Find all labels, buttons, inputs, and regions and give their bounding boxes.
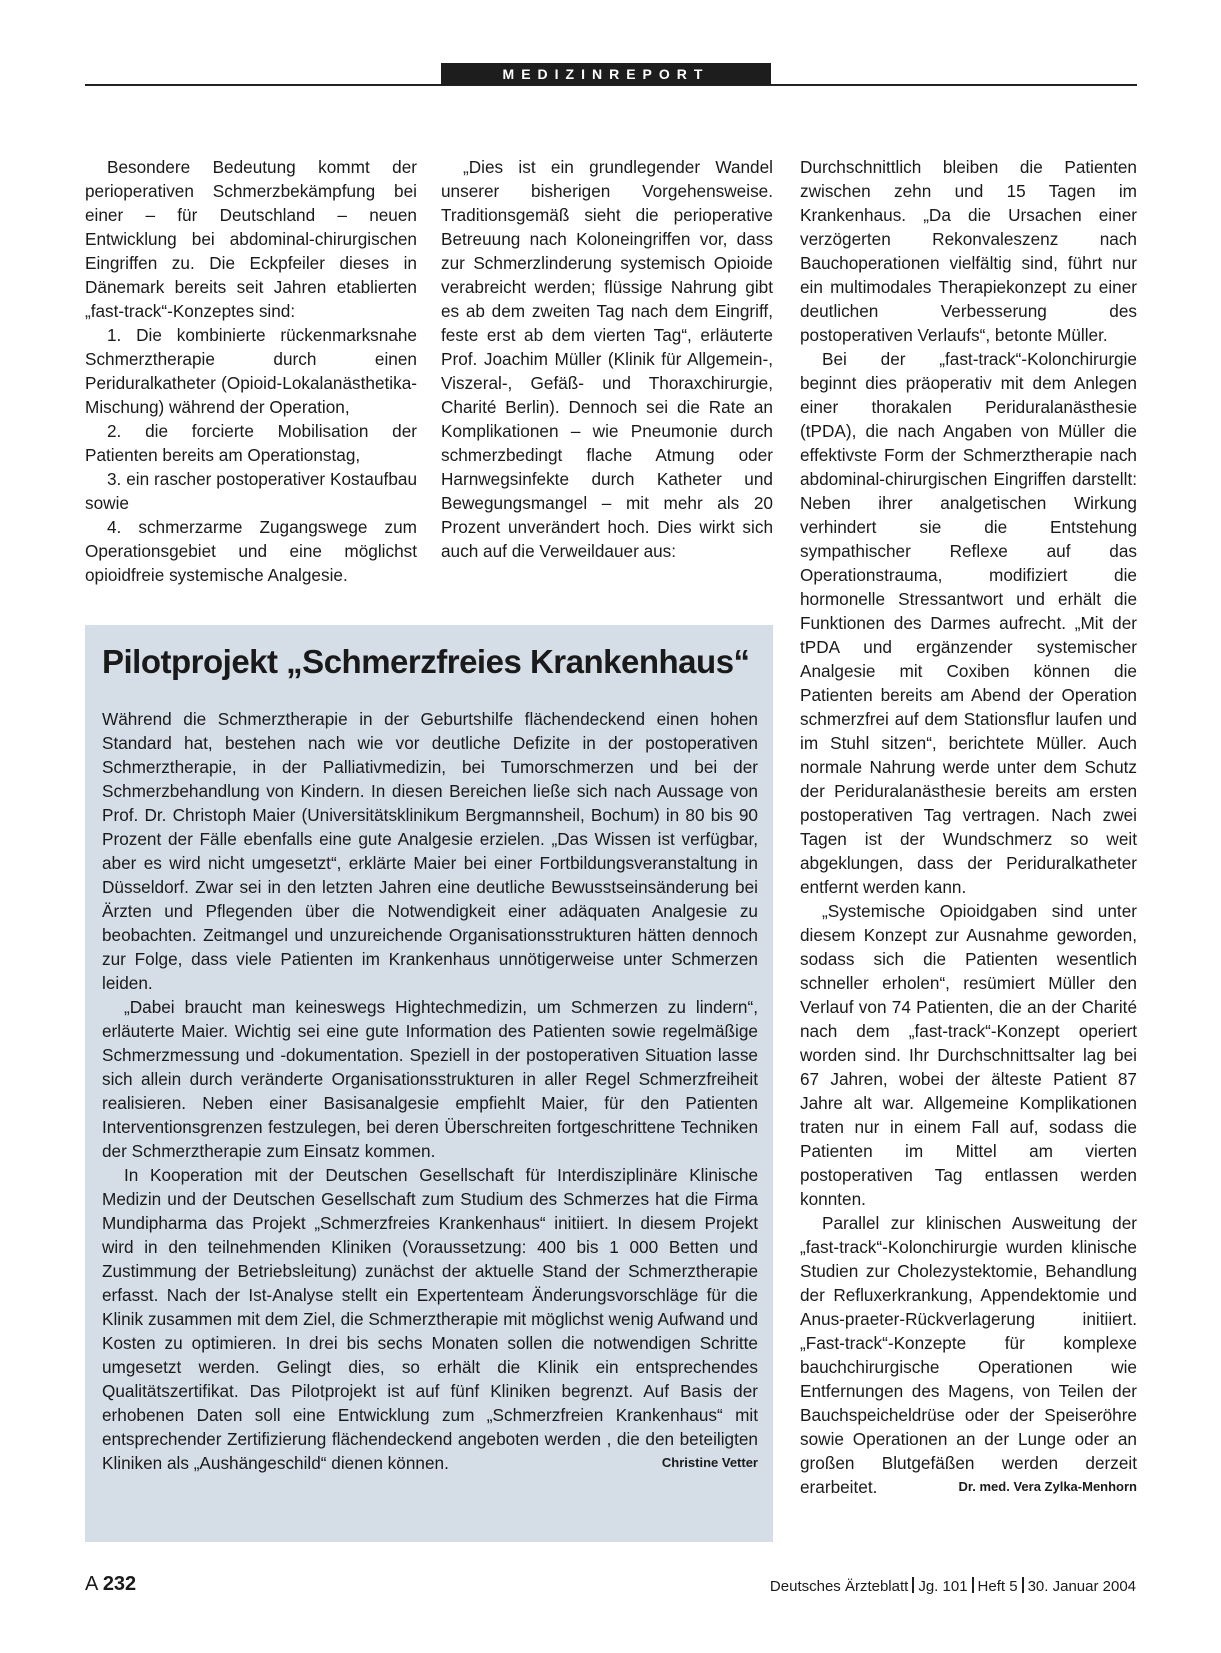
page-number: [85, 1573, 136, 1596]
paragraph: Während die Schmerztherapie in der Geburtshilfe flächendeckend einen hohen Standard hat, bestehen nach wie vor deutliche Defizite in der postoperativen Schmerztherapie, in der Palliativmedizin, bei Tumorschmerzen und bei der Schmerzbehandlung von Kindern. In diesen Bereichen ließe sich nach Aussage von Prof. Dr. Christoph Maier (Universitätsklinikum Bergmannsheil, Bochum) in 80 bis 90 Prozent der Fälle ebenfalls eine gute Analgesie erzielen. „Das Wissen ist verfügbar, aber es wird nicht umgesetzt“, erklärte Maier bei einer Fortbildungsveranstaltung in Düsseldorf. Zwar sei in den letzten Jahren eine deutliche Bewusstseinsänderung bei Ärzten und Pflegenden über die Notwendigkeit einer adäquaten Analgesie zu beobachten. Zeitmangel und unzureichende Organisationsstrukturen hätten dennoch zur Folge, dass viele Patienten im Krankenhaus unnötigerweise unter Schmerzen leiden.: [102, 709, 758, 993]
list-item: 4. schmerzarme Zugangswege zum Operationsgebiet und eine möglichst opioidfreie systemische Analgesie.: [85, 517, 417, 585]
journal-volume: Jg. 101: [918, 1578, 968, 1595]
column-2: [441, 155, 773, 563]
column-1: [85, 155, 417, 587]
paragraph: [102, 1163, 758, 1475]
paragraph: „Systemische Opioidgaben sind unter diesem Konzept zur Ausnahme geworden, sodass sich die Patienten wesentlich schneller erholen“, resümiert Müller den Verlauf von 74 Patienten, die an der Charité nach dem „fast-track“-Konzept operiert worden sind. Ihr Durchschnittsalter lag bei 67 Jahren, wobei der älteste Patient 87 Jahre alt war. Allgemeine Komplikationen traten nur in einem Fall auf, sodass die Patienten im Mittel am vierten postoperativen Tag entlassen werden konnten.: [800, 901, 1137, 1209]
section-label: MEDIZINREPORT: [441, 63, 771, 85]
divider: [912, 1577, 914, 1593]
divider: [1022, 1577, 1024, 1593]
paragraph: Bei der „fast-track“-Kolonchirurgie beginnt dies präoperativ mit dem Anlegen einer thorakalen Periduralanästhesie (tPDA), die nach Angaben von Müller die effektivste Form der Schmerztherapie nach abdominal-chirurgischen Eingriffen darstellt: Neben ihrer analgetischen Wirkung verhindert sie die Entstehung sympathischer Reflexe auf das Operationstrauma, modifiziert die hormonelle Stressantwort und erhält die Funktionen des Darmes aufrecht. „Mit der tPDA und ergänzender systemischer Analgesie mit Coxiben können die Patienten bereits am Abend der Operation schmerzfrei auf dem Stationsflur laufen und im Stuhl sitzen“, berichtete Müller. Auch normale Nahrung werde unter dem Schutz der Periduralanästhesie bereits am ersten postoperativen Tag vertragen. Nach zwei Tagen ist der Wundschmerz so weit abgeklungen, dass der Periduralkatheter entfernt werden kann.: [800, 349, 1137, 897]
list-item: 1. Die kombinierte rückenmarksnahe Schmerztherapie durch einen Periduralkatheter (Opioid-Lokalanästhetika-Mischung) während der Operation,: [85, 325, 417, 417]
column-3: [800, 155, 1137, 1499]
paragraph: „Dies ist ein grundlegender Wandel unserer bisherigen Vorgehensweise. Traditionsgemäß sieht die perioperative Betreuung nach Koloneingriffen vor, dass zur Schmerzlinderung systemisch Opioide verabreicht werden; flüssige Nahrung gibt es ab dem zweiten Tag nach dem Eingriff, feste erst ab dem vierten Tag“, erläuterte Prof. Joachim Müller (Klinik für Allgemein-, Viszeral-, Gefäß- und Thoraxchirurgie, Charité Berlin). Dennoch sei die Rate an Komplikationen – wie Pneumonie durch schmerzbedingt flache Atmung oder Harnwegsinfekte durch Katheter und Bewegungsmangel – mit mehr als 20 Prozent unverändert hoch. Dies wirkt sich auch auf die Verweildauer aus:: [441, 157, 773, 561]
journal-date: 30. Januar 2004: [1027, 1578, 1136, 1595]
journal-name: Deutsches Ärzteblatt: [769, 1578, 909, 1595]
paragraph-text: Parallel zur klinischen Ausweitung der „fast-track“-Kolonchirurgie wurden klinische Studien zur Cholezystektomie, Behandlung der Refluxerkrankung, Appendektomie und Anus-praeter-Rückverlagerung initiiert. „Fast-track“-Konzepte für komplexe bauchchirurgische Operationen wie Entfernungen des Magens, von Teilen der Bauchspeicheldrüse oder der Speiseröhre sowie Operationen an der Lunge oder an großen Blutgefäßen werden derzeit erarbeitet.: [800, 1213, 1137, 1497]
divider: [972, 1577, 974, 1593]
journal-issue: Heft 5: [977, 1578, 1018, 1595]
box-title: Pilotprojekt „Schmerzfreies Krankenhaus“: [102, 643, 750, 680]
sidebar-box: [85, 625, 773, 1542]
paragraph: Durchschnittlich bleiben die Patienten zwischen zehn und 15 Tagen im Krankenhaus. „Da die Ursachen einer verzögerten Rekonvaleszenz nach Bauchoperationen vielfältig sind, führt nur ein multimodales Therapiekonzept zu einer deutlichen Verbesserung des postoperativen Verlaufs“, betonte Müller.: [800, 157, 1137, 345]
paragraph: „Dabei braucht man keineswegs Hightechmedizin, um Schmerzen zu lindern“, erläuterte Maier. Wichtig sei eine gute Information des Patienten sowie regelmäßige Schmerzmessung und -dokumentation. Speziell in der postoperativen Situation lasse sich allein durch veränderte Organisationsstrukturen in aller Regel Schmerzfreiheit realisieren. Neben einer Basisanalgesie empfiehlt Maier, für den Patienten Interventionsgrenzen festzulegen, bei deren Überschreiten fortgeschrittene Techniken der Schmerztherapie zum Einsatz kommen.: [102, 997, 758, 1161]
journal-info: [770, 1577, 1136, 1595]
author-byline: Dr. med. Vera Zylka-Menhorn: [958, 1479, 1137, 1494]
box-body: [102, 707, 758, 1475]
paragraph: [800, 1211, 1137, 1499]
paragraph: Besondere Bedeutung kommt der perioperativen Schmerzbekämpfung bei einer – für Deutschland – neuen Entwicklung bei abdominal-chirurgischen Eingriffen zu. Die Eckpfeiler dieses in Dänemark bereits seit Jahren etablierten „fast-track“-Konzeptes sind:: [85, 157, 417, 321]
page-prefix: A: [85, 1573, 98, 1595]
paragraph-text: In Kooperation mit der Deutschen Gesellschaft für Interdisziplinäre Klinische Medizin und der Deutschen Gesellschaft zum Studium des Schmerzes hat die Firma Mundipharma das Projekt „Schmerzfreies Krankenhaus“ initiiert. In diesem Projekt wird in den teilnehmenden Kliniken (Voraussetzung: 400 bis 1 000 Betten und Zustimmung der Betriebsleitung) zunächst der aktuelle Stand der Schmerztherapie erfasst. Nach der Ist-Analyse stellt ein Expertenteam Änderungsvorschläge für die Klinik zusammen mit dem Ziel, die Schmerztherapie mit möglichst wenig Aufwand und Kosten zu optimieren. In drei bis sechs Monaten sollen die notwendigen Schritte umgesetzt werden. Gelingt dies, so erhält die Klinik ein entsprechendes Qualitätszertifikat. Das Pilotprojekt ist auf fünf Kliniken begrenzt. Auf Basis der erhobenen Daten soll eine Entwicklung zum „Schmerzfreien Krankenhaus“ mit entsprechender Zertifizierung flächendeckend angeboten werden , die den beteiligten Kliniken als „Aushängeschild“ dienen können.: [102, 1165, 758, 1473]
page-number-value: 232: [102, 1573, 137, 1595]
author-byline: Christine Vetter: [661, 1455, 758, 1470]
list-item: 3. ein rascher postoperativer Kostaufbau sowie: [85, 469, 417, 513]
list-item: 2. die forcierte Mobilisation der Patienten bereits am Operationstag,: [85, 421, 417, 465]
